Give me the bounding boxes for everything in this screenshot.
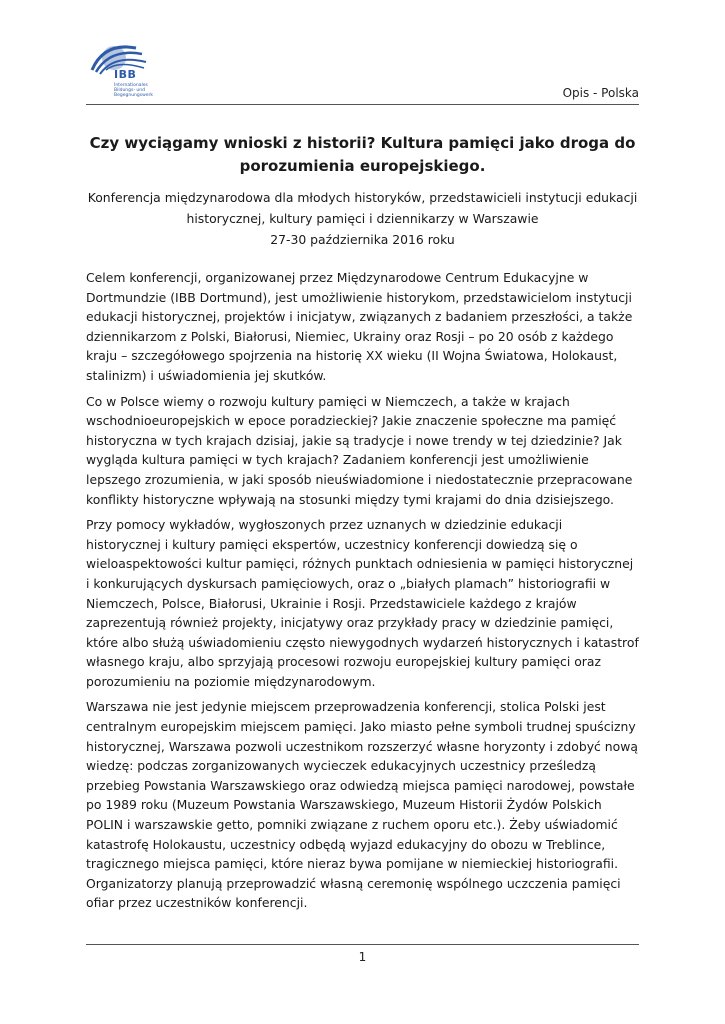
logo-subtitle: Internationales Bildungs- und Begegnungswerk <box>114 83 153 98</box>
subtitle-line: 27-30 października 2016 roku <box>270 232 455 247</box>
paragraph: Przy pomocy wykładów, wygłoszonych przez uznanych w dziedzinie edukacji historycznej i kultury pamięci ekspertów, uczestnicy konferencji dowiedzą się o wieloaspektowości kultur pamięci, różnych punktach odniesienia w pamięci historycznej i konkurujących dyskursach pamięciowych, oraz o „białych plamach” historiografii w Niemczech, Polsce, Białorusi, Ukrainie i Rosji. Przedstawiciele każdego z krajów zaprezentują również projekty, inicjatywy oraz przykłady pracy w dziedzinie pamięci, które albo służą uświadomieniu często niewygodnych wydarzeń historycznych i katastrof własnego kraju, albo sprzyjają procesowi rozwoju europejskiej kultury pamięci oraz porozumieniu na poziomie międzynarodowym. <box>86 517 639 689</box>
subtitle-line: historycznej, kultury pamięci i dziennikarzy w Warszawie <box>186 211 539 226</box>
paragraph: Co w Polsce wiemy o rozwoju kultury pamięci w Niemczech, a także w krajach wschodnioeuropejskich w epoce poradzieckiej? Jakie znaczenie społeczne ma pamięć historyczna w tych krajach dzisiaj, jakie są tradycje i nowe trendy w tej dziedzinie? Jak wygląda kultura pamięci w tych krajach? Zadaniem konferencji jest umożliwienie lepszego zrozumienia, w jaki sposób nieuświadomione i niedostatecznie przepracowane konflikty historyczne wpływają na stosunki między tymi krajami do dnia dzisiejszego. <box>86 393 633 507</box>
paragraph: Warszawa nie jest jedynie miejscem przeprowadzenia konferencji, stolica Polski jest centralnym europejskim miejscem pamięci. Jako miasto pełne symboli trudnej spuścizny historycznej, Warszawa pozwoli uczestnikom rozszerzyć własne horyzonty i zdobyć nową wiedzę: podczas zorganizowanych wycieczek edukacyjnych uczestnicy prześledzą przebieg Powstania Warszawskiego oraz odwiedzą miejsca pamięci narodowej, powstałe po 1989 roku (Muzeum Powstania Warszawskiego, Muzeum Historii Żydów Polskich POLIN i warszawskie getto, pomniki związane z ruchem oporu etc.). Żeby uświadomić katastrofę Holokaustu, uczestnicy odbędą wyjazd edukacyjny do obozu w Treblince, tragicznego miejsca pamięci, które nieraz bywa pomijane w niemieckiej historiografii. Organizatorzy planują przeprowadzić własną ceremonię wspólnego uczczenia pamięci ofiar przez uczestników konferencji. <box>86 699 638 911</box>
page-number: 1 <box>358 950 367 964</box>
ibb-logo <box>84 40 154 102</box>
header-label: Opis - Polska <box>562 86 639 100</box>
logo-text: IBB <box>114 68 137 81</box>
document-title: Czy wyciągamy wnioski z historii? Kultura pamięci jako droga do porozumienia europejskiego. <box>89 134 636 175</box>
subtitle-line: Konferencja międzynarodowa dla młodych historyków, przedstawicieli instytucji edukacji <box>87 190 638 205</box>
footer-divider <box>86 944 639 945</box>
header-divider <box>86 104 639 105</box>
paragraph: Celem konferencji, organizowanej przez Międzynarodowe Centrum Edukacyjne w Dortmundzie (IBB Dortmund), jest umożliwienie historykom, przedstawicielom instytucji edukacji historycznej, projektów i inicjatyw, związanych z badaniem przeszłości, a także dziennikarzom z Polski, Białorusi, Niemiec, Ukrainy oraz Rosji – po 20 osób z każdego kraju – szczegółowego spojrzenia na historię XX wieku (II Wojna Światowa, Holokaust, stalinizm) i uświadomienia jej skutków. <box>86 270 633 383</box>
document-subtitle <box>86 187 639 250</box>
document-body <box>86 268 639 919</box>
